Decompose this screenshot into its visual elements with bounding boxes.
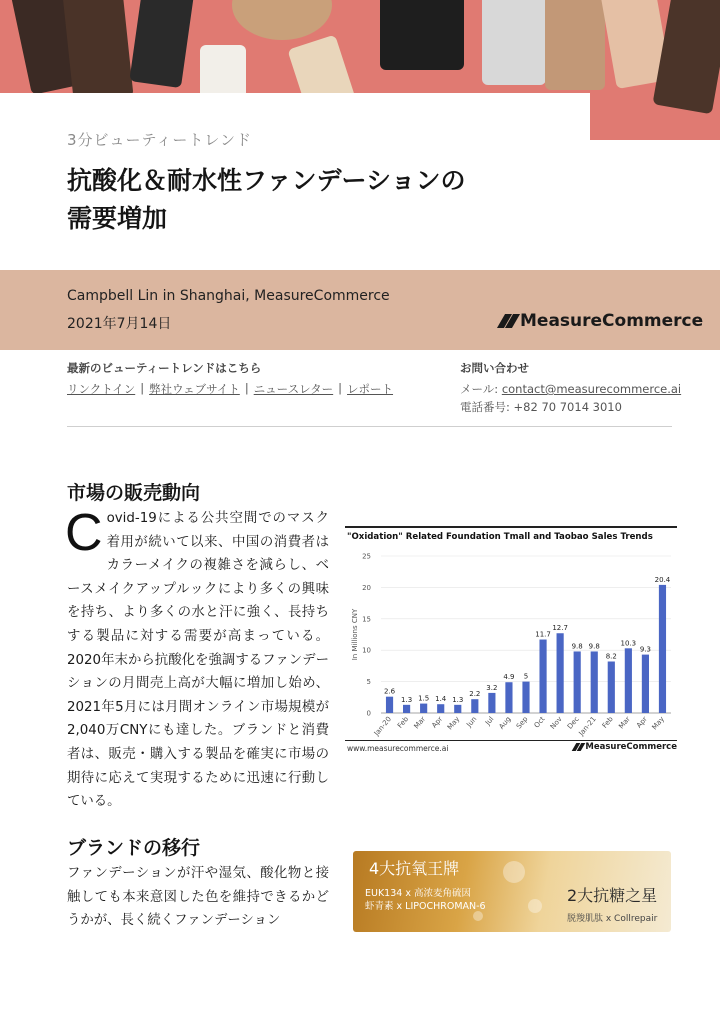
y-tick-label: 10: [362, 646, 371, 655]
link-newsletter[interactable]: ニュースレター: [253, 382, 334, 396]
dropcap: C: [65, 504, 103, 562]
chart-bar: [642, 655, 649, 713]
publish-date: 2021年7月14日: [67, 316, 172, 332]
kicker-label: 3分ビューティートレンド: [67, 131, 252, 149]
y-tick-label: 0: [366, 709, 371, 718]
data-label: 1.5: [418, 694, 430, 703]
chart-bar: [539, 640, 546, 713]
promo-left-title: 4大抗氧王牌: [369, 859, 460, 878]
contact-phone: 電話番号: +82 70 7014 3010: [460, 400, 622, 414]
chart-bar: [505, 682, 512, 713]
y-tick-label: 25: [362, 552, 371, 561]
data-label: 1.3: [452, 695, 464, 704]
data-label: 11.7: [535, 630, 551, 639]
contact-heading: お問い合わせ: [460, 361, 529, 375]
data-label: 2.6: [383, 687, 396, 696]
contact-email: [460, 381, 681, 397]
product-bottle-silver: [482, 0, 546, 85]
x-tick-label: Nov: [548, 715, 564, 731]
data-label: 10.3: [620, 639, 637, 648]
x-tick-label: Sep: [514, 715, 530, 731]
product-jar-wood: [232, 0, 332, 40]
promo-left-line-1: EUK134 x 高浓麦角硫因: [365, 888, 471, 899]
x-tick-label: Apr: [635, 715, 649, 730]
x-tick-label: Jan-21: [577, 715, 598, 738]
data-label: 1.4: [435, 695, 447, 704]
author-name: Campbell Lin in Shanghai, MeasureCommerce: [67, 288, 390, 304]
bubble-decoration: [473, 911, 483, 921]
x-tick-label: Aug: [497, 715, 513, 731]
title-line-1: 抗酸化＆耐水性ファンデーションの: [67, 166, 466, 195]
promo-right-title: 2大抗糖之星: [567, 886, 658, 905]
chart-bar: [659, 585, 666, 713]
measurecommerce-logo: [498, 311, 703, 331]
y-axis-label: In Millions CNY: [351, 608, 359, 661]
chart-bar: [386, 697, 393, 713]
y-tick-label: 5: [366, 678, 371, 687]
email-label: メール:: [460, 382, 502, 396]
chart-source-url: www.measurecommerce.ai: [347, 744, 449, 753]
section-body-market: [65, 504, 329, 814]
title-line-2: 需要増加: [67, 204, 168, 233]
data-label: 5: [523, 672, 529, 681]
x-tick-label: Oct: [532, 715, 547, 730]
chart-bar: [608, 662, 615, 713]
x-tick-label: Feb: [396, 715, 411, 730]
link-linkedin[interactable]: リンクトイン: [67, 382, 136, 396]
promo-banner: [353, 851, 671, 932]
x-tick-label: May: [445, 715, 462, 732]
data-label: 4.9: [503, 673, 515, 682]
chart-plot: [345, 540, 677, 740]
x-tick-label: Apr: [430, 715, 445, 730]
data-label: 9.3: [639, 645, 651, 654]
section-body-brands: ファンデーションが汗や湿気、酸化物と接触しても本来意図した色を維持できるかどうかが、長く続くファンデーション: [67, 866, 329, 929]
chart-bar: [437, 704, 444, 713]
section-heading-brands: ブランドの移行: [67, 837, 201, 859]
trends-heading: 最新のビューティートレンドはこちら: [67, 361, 262, 375]
sales-chart: [345, 526, 677, 752]
x-tick-label: Jul: [483, 715, 496, 727]
chart-title: "Oxidation" Related Foundation Tmall and Taobao Sales Trends: [347, 532, 653, 542]
promo-left-line-2: 虾青素 x LIPOCHROMAN-6: [365, 901, 486, 912]
product-bottle-black: [380, 0, 464, 70]
data-label: 3.2: [486, 683, 498, 692]
trend-links: [67, 381, 393, 397]
product-tube-brown: [652, 0, 720, 114]
chart-bar: [522, 682, 529, 713]
link-separator: |: [140, 381, 145, 395]
link-website[interactable]: 弊社ウェブサイト: [149, 382, 240, 396]
data-label: 1.3: [401, 695, 413, 704]
link-report[interactable]: レポート: [347, 382, 394, 396]
brand-name: MeasureCommerce: [520, 311, 704, 331]
product-bottle-skin: [545, 0, 605, 90]
section-heading-market: 市場の販売動向: [67, 482, 201, 504]
market-text: ovid-19による公共空間でのマスク着用が続いて以来、中国の消費者はカラーメイクの複雑さを減らし、ベースメイクアップルックにより多くの興味を持ち、より多くの水と汗に強く、長持ちする製品に対する需要が高まっている。 2020年末から抗酸化を強調するファンデーションの月間売上高が大幅に増加し始め、2021年5月には月間オンライン市場規模が2,040万CNYにも達した。ブランドと消費者は、販売・購入する製品を確実に市場の期待に応えて実現するために迅速に行動している。: [67, 511, 329, 810]
link-separator: |: [338, 381, 343, 395]
data-label: 8.2: [605, 652, 617, 661]
bubble-decoration: [503, 861, 525, 883]
chart-bar: [403, 705, 410, 713]
data-label: 9.8: [588, 642, 600, 651]
data-label: 2.2: [469, 690, 481, 699]
chart-bottom-rule: [345, 740, 677, 741]
data-label: 9.8: [571, 642, 583, 651]
promo-right-line: 脱羧肌肽 x Collrepair: [567, 914, 658, 924]
divider: [67, 426, 672, 427]
chart-bar: [625, 648, 632, 713]
chart-bar: [488, 693, 495, 713]
email-link[interactable]: contact@measurecommerce.ai: [501, 382, 682, 396]
x-tick-label: Jan-20: [372, 715, 394, 738]
y-tick-label: 15: [362, 615, 371, 624]
chart-bar: [420, 704, 427, 713]
x-tick-label: Jun: [465, 715, 479, 729]
chart-bar: [591, 651, 598, 713]
x-tick-label: Dec: [565, 715, 581, 731]
author-band: [0, 270, 720, 350]
x-tick-label: Feb: [600, 715, 615, 730]
chart-bar: [471, 699, 478, 713]
chart-brand-name: MeasureCommerce: [585, 742, 677, 752]
link-separator: |: [244, 381, 249, 395]
x-tick-label: May: [650, 715, 667, 732]
data-label: 20.4: [654, 575, 671, 584]
data-label: 12.7: [552, 624, 568, 633]
chart-bar: [574, 651, 581, 713]
page-title: [67, 162, 466, 238]
y-tick-label: 20: [362, 583, 371, 592]
chart-top-rule: [345, 526, 677, 528]
brand-mark-icon: [573, 743, 583, 751]
chart-logo: [573, 742, 677, 752]
product-bottle-tarte: [62, 0, 133, 103]
chart-bar: [557, 633, 564, 713]
x-tick-label: Mar: [412, 715, 428, 731]
chart-bar: [454, 705, 461, 713]
x-tick-label: Mar: [617, 715, 632, 731]
product-tube-fitme: [129, 0, 194, 88]
bubble-decoration: [528, 899, 542, 913]
brand-mark-icon: [498, 314, 516, 328]
